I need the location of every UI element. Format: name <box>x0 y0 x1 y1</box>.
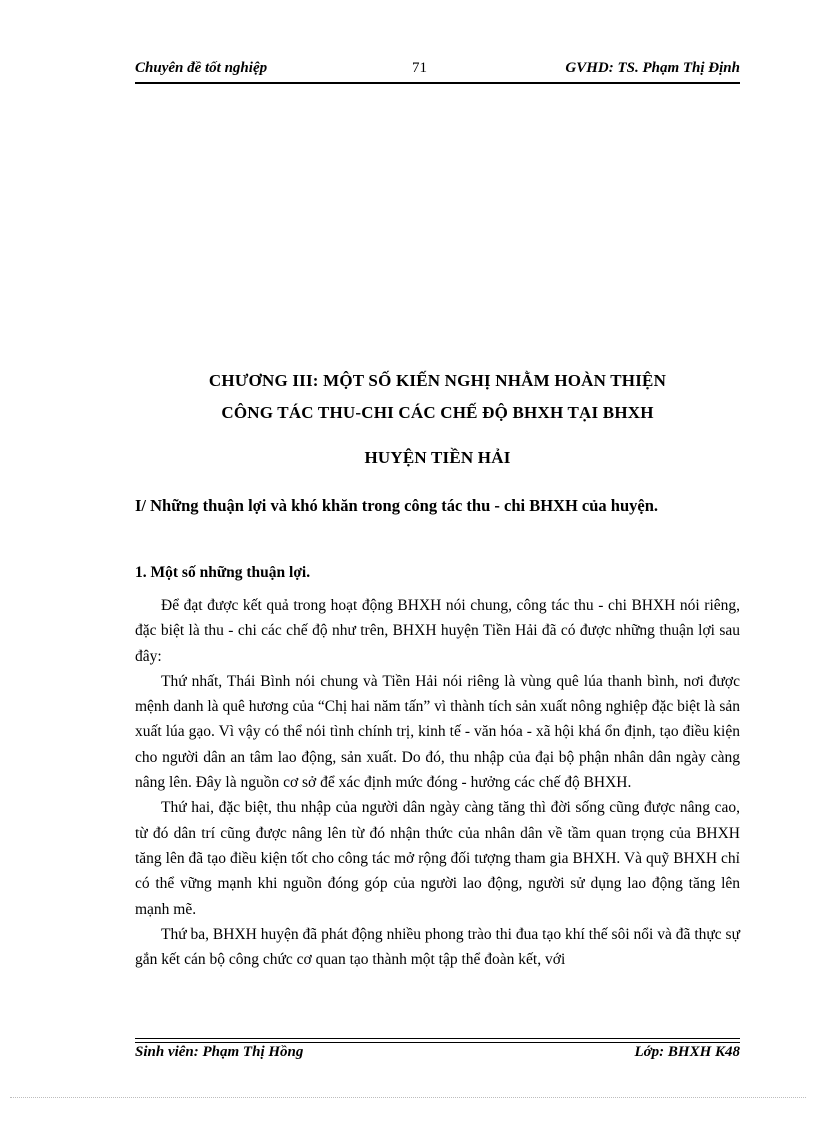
page-bottom-dotted-line <box>10 1097 806 1098</box>
header-rule <box>135 82 740 84</box>
paragraph: Thứ ba, BHXH huyện đã phát động nhiều phong trào thi đua tạo khí thế sôi nổi và đã thực sự gắn kết cán bộ công chức cơ quan tạo thành một tập thể đoàn kết, với <box>135 925 740 969</box>
chapter-title-line-3: HUYỆN TIỀN HẢI <box>364 448 511 467</box>
footer-rule <box>135 1038 740 1043</box>
paragraph: Để đạt được kết quả trong hoạt động BHXH nói chung, công tác thu - chi BHXH nói riêng, đặc biệt là thu - chi các chế độ như trên, BHXH huyện Tiền Hải đã có được những thuận lợi sau đây: <box>135 597 740 665</box>
page-number: 71 <box>412 60 427 76</box>
body-text <box>135 593 740 972</box>
header-course-title: Chuyên đề tốt nghiệp <box>135 60 268 76</box>
footer-class: Lớp: BHXH K48 <box>634 1044 740 1060</box>
section-heading: I/ Những thuận lợi và khó khăn trong công tác thu - chi BHXH của huyện. <box>135 496 659 515</box>
page-footer <box>135 1044 740 1066</box>
header-supervisor: GVHD: TS. Phạm Thị Định <box>565 60 740 76</box>
chapter-title-line-1: CHƯƠNG III: MỘT SỐ KIẾN NGHỊ NHẰM HOÀN THIỆN <box>208 371 667 390</box>
paragraph: Thứ hai, đặc biệt, thu nhập của người dân ngày càng tăng thì đời sống cũng được nâng cao, từ đó dân trí cũng được nâng lên từ đó nhận thức của nhân dân về tầm quan trọng của BHXH tăng lên đã tạo điều kiện tốt cho công tác mở rộng đối tượng tham gia BHXH. Và quỹ BHXH chỉ có thể vững mạnh khi nguồn đóng góp của người lao động, người sử dụng lao động tăng lên mạnh mẽ. <box>135 799 740 918</box>
chapter-title-line-2: CÔNG TÁC THU-CHI CÁC CHẾ ĐỘ BHXH TẠI BHXH <box>221 403 654 422</box>
footer-student: Sinh viên: Phạm Thị Hồng <box>135 1044 304 1060</box>
page-header <box>135 60 740 82</box>
subsection-heading: 1. Một số những thuận lợi. <box>135 564 311 581</box>
paragraph: Thứ nhất, Thái Bình nói chung và Tiền Hải nói riêng là vùng quê lúa thanh bình, nơi được mệnh danh là quê hương của “Chị hai năm tấn” vì thành tích sản xuất nông nghiệp đặc biệt là sản xuất lúa gạo. Vì vậy có thể nói tình chính trị, kinh tế - văn hóa - xã hội khá ổn định, tạo điều kiện cho người dân an tâm lao động, sản xuất. Do đó, thu nhập của đại bộ phận nhân dân ngày càng nâng lên. Đây là nguồn cơ sở để xác định mức đóng - hưởng các chế độ BHXH. <box>135 672 740 792</box>
